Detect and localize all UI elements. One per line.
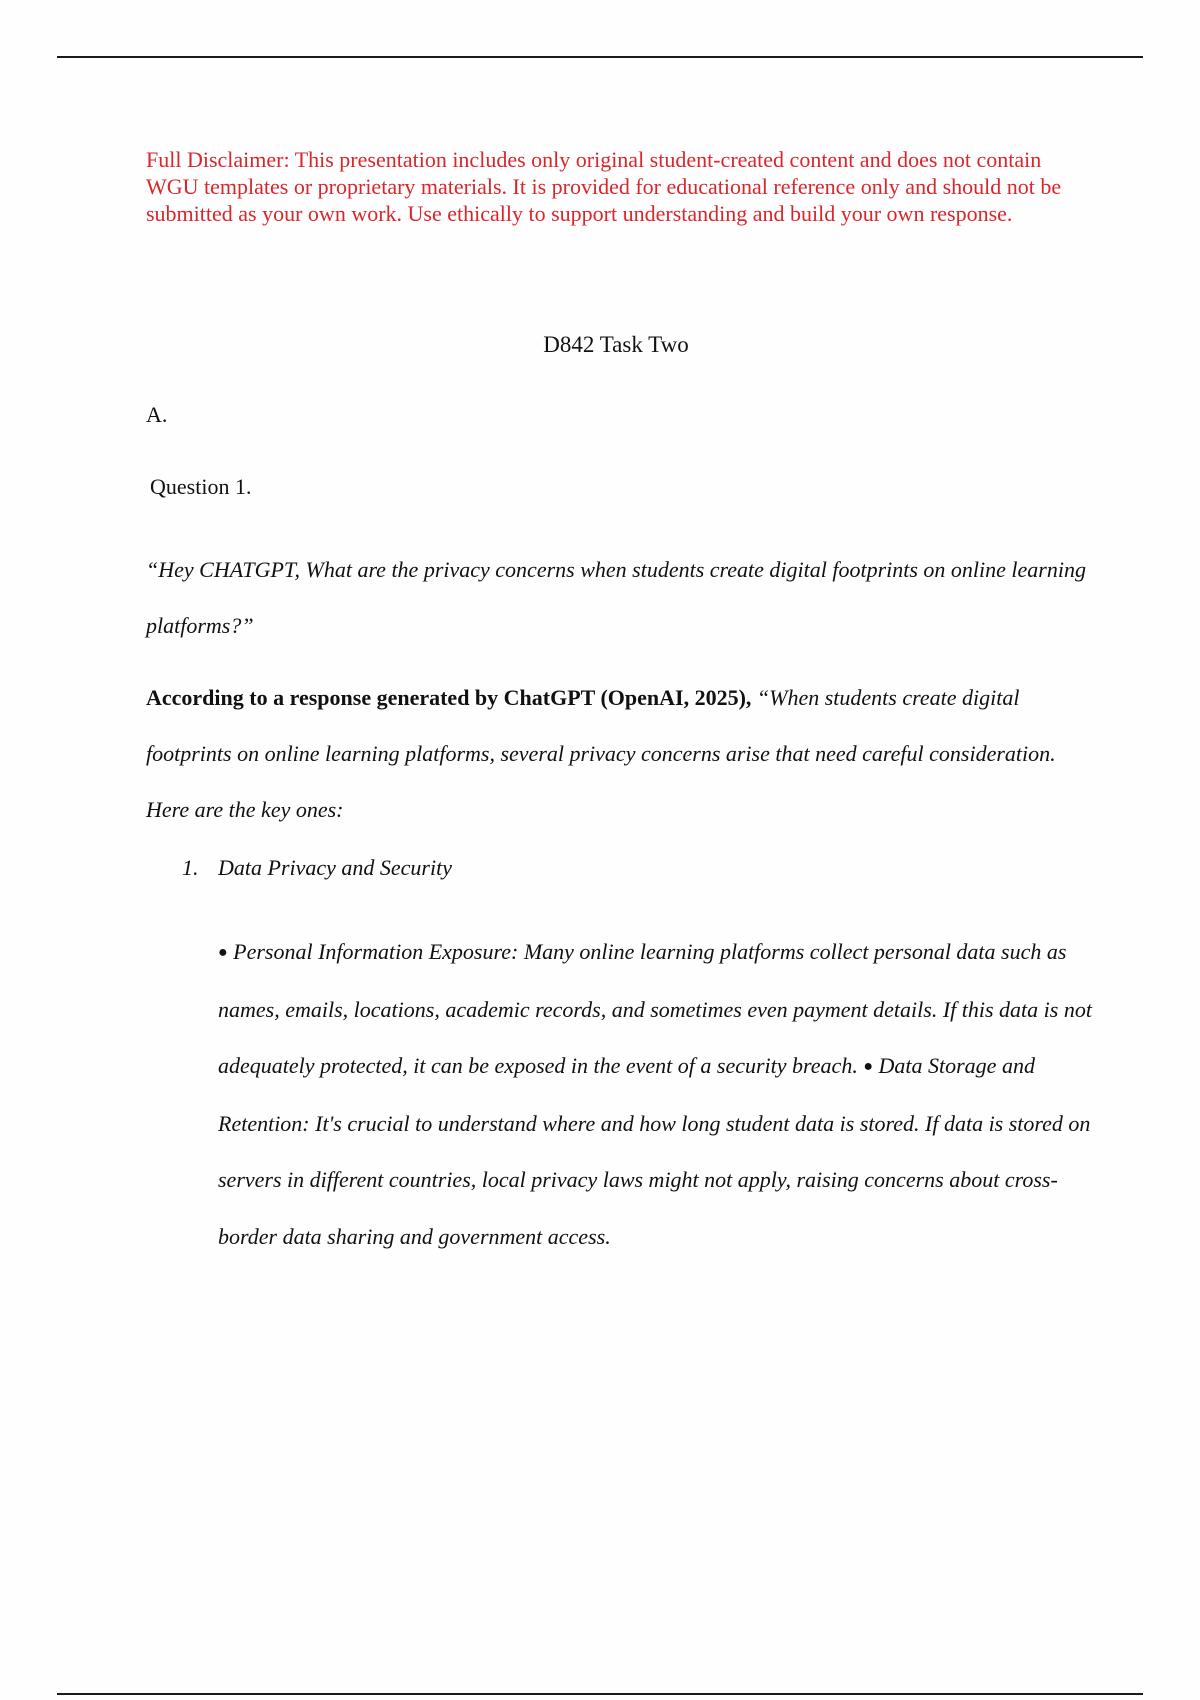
list-number: 1. (182, 855, 199, 880)
list-heading-text: Data Privacy and Security (218, 855, 452, 880)
bullet-item: Data Storage and Retention: It's crucial to understand where and how long student data is stored. If data is stored on servers in different countries, local privacy laws might not apply, raising concerns about cross-border data sharing and government access. (218, 1053, 1091, 1249)
bullet-item: Personal Information Exposure: Many online learning platforms collect personal data such as names, emails, locations, academic records, and sometimes even payment details. If this data is not adequately protected, it can be exposed in the event of a security breach. (218, 939, 1092, 1078)
list-item-heading (182, 853, 452, 883)
disclaimer-text: Full Disclaimer: This presentation includes only original student-created content and does not contain WGU templates or proprietary materials. It is provided for educational reference only and should not be submitted as your own work. Use ethically to support understanding and build your own response. (146, 147, 1062, 226)
header-rule (57, 56, 1143, 58)
section-label: A. (146, 402, 168, 427)
footer-rule (57, 1693, 1143, 1695)
bullet-icon: ● (218, 944, 228, 961)
response-lead: According to a response generated by ChatGPT (OpenAI, 2025), (146, 685, 752, 710)
response-paragraph (146, 670, 1086, 838)
bullet-icon: ● (863, 1058, 873, 1075)
bullet-paragraph (218, 924, 1098, 1265)
question-prompt: “Hey CHATGPT, What are the privacy concerns when students create digital footprints on online learning platforms?” (146, 557, 1086, 638)
document-title: D842 Task Two (543, 332, 689, 357)
question-label: Question 1. (150, 474, 252, 499)
response-quote: “When students create digital footprints on online learning platforms, several privacy concerns arise that need careful consideration. Here are the key ones: (146, 685, 1056, 822)
